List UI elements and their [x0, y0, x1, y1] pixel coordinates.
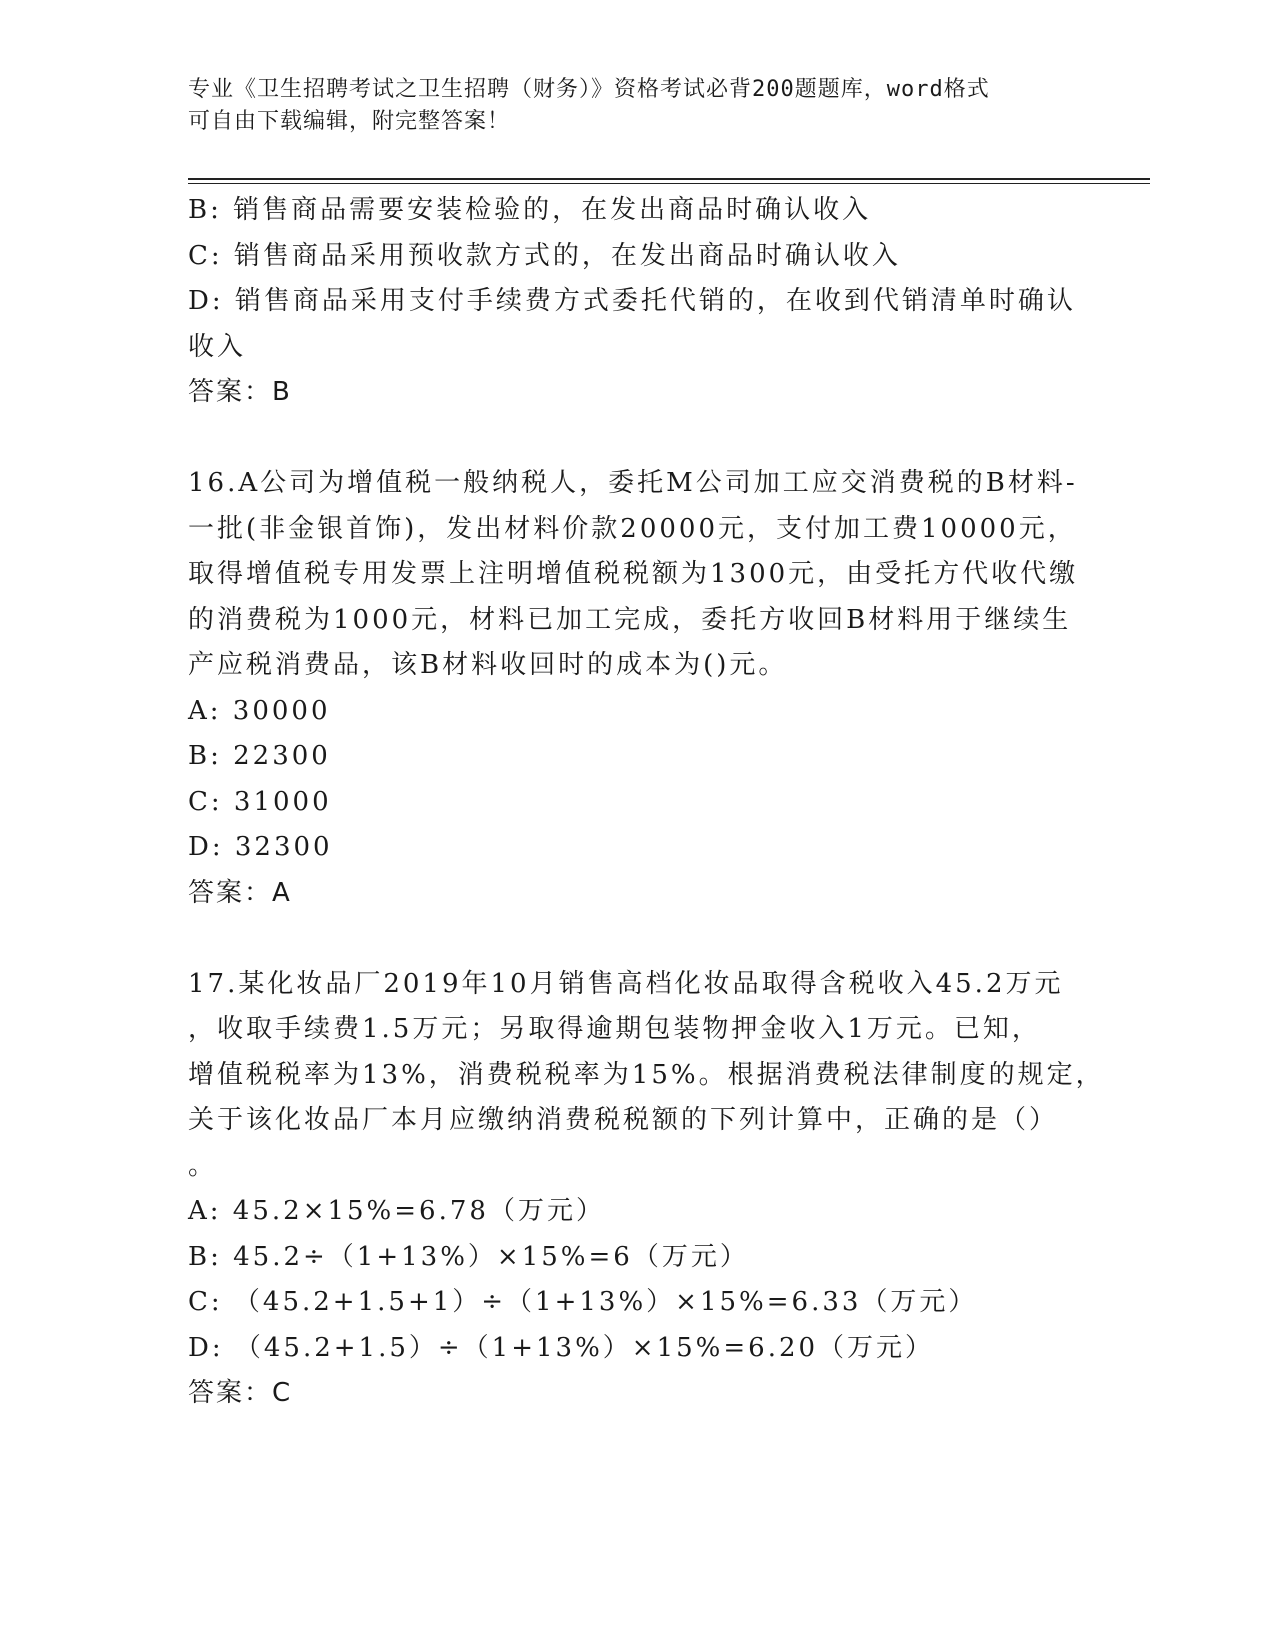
header-line-1: 专业《卫生招聘考试之卫生招聘（财务）》资格考试必背200题题库，word格式: [188, 77, 990, 102]
q16-stem-line: 一批(非金银首饰)，发出材料价款20000元，支付加工费10000元，: [188, 513, 1077, 544]
q17-stem-line: 关于该化妆品厂本月应缴纳消费税税额的下列计算中，正确的是（）: [188, 1105, 1059, 1135]
q17-stem-line: 17.某化妆品厂2019年10月销售高档化妆品取得含税收入45.2万元: [188, 968, 1064, 999]
question-17: [188, 962, 1105, 1417]
q16-answer: 答案：A: [188, 877, 292, 908]
q15-answer: 答案：B: [188, 377, 292, 407]
q15-option-d-line-1: D: 销售商品采用支付手续费方式委托代销的，在收到代销清单时确认: [188, 286, 1076, 316]
q17-option-d: D: （45.2+1.5）÷（1+13%）×15%=6.20（万元）: [188, 1332, 935, 1363]
q17-option-c: C: （45.2+1.5+1）÷（1+13%）×15%=6.33（万元）: [188, 1287, 978, 1317]
spacer: [188, 416, 1088, 462]
q17-stem-line: 增值税税率为13%，消费税税率为15%。根据消费税法律制度的规定，: [188, 1059, 1105, 1090]
document-body: [188, 188, 1105, 1417]
q16-option-d: D: 32300: [188, 832, 333, 862]
q16-stem-line: 取得增值税专用发票上注明增值税税额为1300元，由受托方代收代缴: [188, 559, 1079, 589]
spacer: [188, 916, 1088, 962]
q17-stem-line: ，收取手续费1.5万元；另取得逾期包装物押金收入1万元。已知，: [188, 1014, 1041, 1044]
q16-option-c: C: 31000: [188, 786, 332, 817]
q15-option-c: C: 销售商品采用预收款方式的，在发出商品时确认收入: [188, 240, 901, 271]
q16-stem-line: 16.A公司为增值税一般纳税人，委托M公司加工应交消费税的B材料-: [188, 468, 1078, 498]
q17-stem-line: 。: [188, 1150, 218, 1181]
q15-option-b: B: 销售商品需要安装检验的，在发出商品时确认收入: [188, 195, 872, 225]
q16-stem-line: 的消费税为1000元，材料已加工完成，委托方收回B材料用于继续生: [188, 604, 1072, 635]
header-line-2: 可自由下载编辑，附完整答案！: [188, 109, 511, 134]
q17-answer: 答案：C: [188, 1378, 293, 1408]
q16-option-a: A: 30000: [188, 695, 331, 726]
q17-option-b: B: 45.2÷（1+13%）×15%=6（万元）: [188, 1241, 749, 1272]
header-divider-thick: [188, 178, 1150, 180]
question-15: [188, 188, 1088, 416]
header-divider-thin: [188, 183, 1150, 184]
question-16: [188, 461, 1088, 916]
q16-stem-line: 产应税消费品，该B材料收回时的成本为()元。: [188, 650, 788, 680]
document-header: [188, 74, 1088, 138]
q15-option-d-line-2: 收入: [188, 331, 247, 362]
q16-option-b: B: 22300: [188, 741, 331, 771]
q17-option-a: A: 45.2×15%=6.78（万元）: [188, 1196, 605, 1226]
